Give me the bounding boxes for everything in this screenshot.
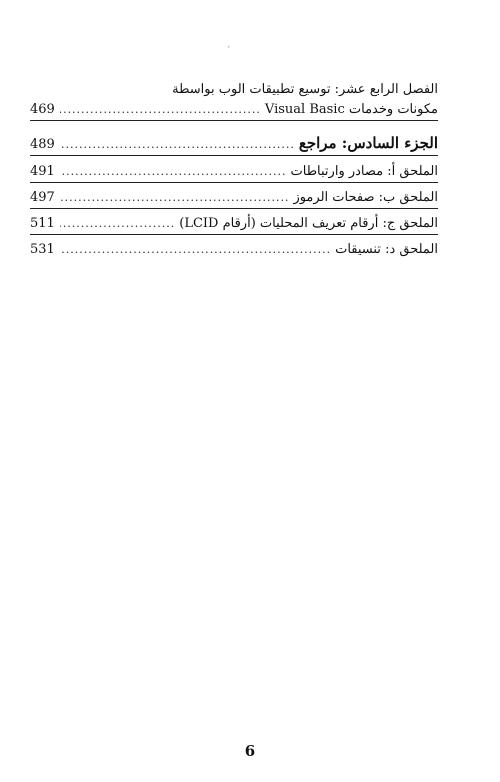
toc-entry-appendix-d[interactable] (30, 242, 438, 264)
appendix-row (30, 242, 438, 257)
toc-entry-appendix-c[interactable] (30, 216, 438, 238)
appendix-row (30, 164, 438, 179)
appendix-title: الملحق أ: مصادر وارتباطات (290, 164, 438, 179)
page-number: 497 (30, 190, 55, 205)
appendix-row (30, 190, 438, 205)
table-of-contents (30, 82, 438, 264)
part-row (30, 134, 438, 152)
appendix-title: الملحق ب: صفحات الرموز (293, 190, 438, 205)
dot-leader (60, 191, 289, 204)
chapter-title-line-1: الفصل الرابع عشر: توسيع تطبيقات الوب بواسطة (172, 82, 438, 97)
toc-entry-part-6[interactable] (30, 134, 438, 158)
dot-leader (60, 217, 175, 230)
appendix-title: الملحق د: تنسيقات (335, 242, 438, 257)
chapter-title-line-2-row (30, 102, 438, 117)
part-title: الجزء السادس: مراجع (298, 134, 438, 152)
appendix-row (30, 216, 438, 231)
page-footer-number: 6 (244, 742, 256, 760)
dot-leader (60, 103, 261, 116)
chapter-title-line-2: مكونات وخدمات Visual Basic (264, 102, 438, 117)
separator-rule (30, 208, 438, 209)
page-number: 531 (30, 242, 55, 257)
toc-entry-chapter-14[interactable] (30, 82, 438, 126)
page-number: 511 (30, 216, 55, 231)
toc-entry-appendix-b[interactable] (30, 190, 438, 212)
appendix-title: الملحق ج: أرقام تعريف المحليات (أرقام LCID) (179, 216, 438, 231)
separator-rule (30, 182, 438, 183)
toc-entry-appendix-a[interactable] (30, 164, 438, 186)
dot-leader (60, 165, 287, 178)
page-number: 489 (30, 137, 55, 152)
page-number: 469 (30, 102, 55, 117)
separator-rule (30, 234, 438, 235)
page-number: 491 (30, 164, 55, 179)
separator-rule (30, 155, 438, 156)
dot-leader (60, 243, 331, 256)
dot-leader (60, 138, 295, 151)
separator-rule (30, 120, 438, 121)
